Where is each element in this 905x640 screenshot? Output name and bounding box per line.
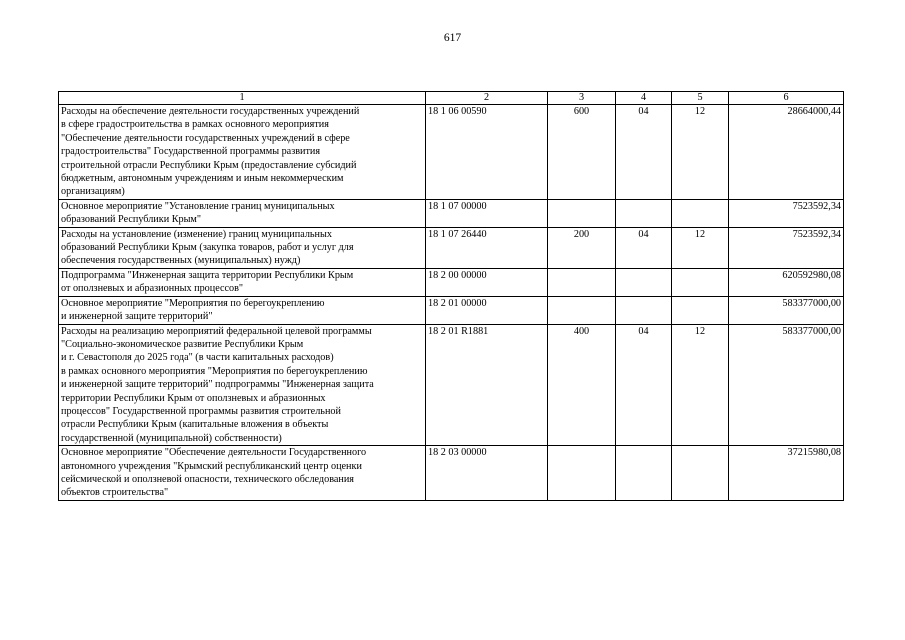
row-description: Основное мероприятие "Установление границ муниципальных образований Республики Крым" [59, 199, 426, 227]
row-section: 04 [616, 227, 672, 268]
row-description: Основное мероприятие "Обеспечение деятельности Государственного автономного учреждения "Крымский республиканский центр оценки сейсмической и оползневой опасности, технического обследования объектов строительства" [59, 446, 426, 501]
row-amount: 7523592,34 [729, 227, 844, 268]
row-subsection [672, 268, 729, 296]
row-section: 04 [616, 324, 672, 446]
row-expense-type [548, 446, 616, 501]
row-expense-type [548, 296, 616, 324]
row-section [616, 446, 672, 501]
row-subsection: 12 [672, 105, 729, 200]
row-amount: 583377000,00 [729, 296, 844, 324]
row-subsection [672, 296, 729, 324]
row-section [616, 268, 672, 296]
row-target-code: 18 2 01 R1881 [426, 324, 548, 446]
row-target-code: 18 1 07 26440 [426, 227, 548, 268]
table-row [59, 227, 844, 268]
row-expense-type: 600 [548, 105, 616, 200]
table-row [59, 296, 844, 324]
table-row [59, 324, 844, 446]
page-number: 617 [443, 32, 462, 44]
row-amount: 37215980,08 [729, 446, 844, 501]
row-target-code: 18 2 03 00000 [426, 446, 548, 501]
row-target-code: 18 2 00 00000 [426, 268, 548, 296]
table-row [59, 446, 844, 501]
table-row [59, 199, 844, 227]
column-header: 5 [672, 92, 729, 105]
row-subsection: 12 [672, 324, 729, 446]
column-header: 1 [59, 92, 426, 105]
row-subsection [672, 199, 729, 227]
row-target-code: 18 1 06 00590 [426, 105, 548, 200]
row-expense-type [548, 268, 616, 296]
row-subsection: 12 [672, 227, 729, 268]
row-expense-type [548, 199, 616, 227]
row-description: Расходы на обеспечение деятельности государственных учреждений в сфере градостроительства в рамках основного мероприятия "Обеспечение деятельности государственных учреждений в сфере градостроительства" Государственной программы развития строительной отрасли Республики Крым (предоставление субсидий бюджетным, автономным учреждениям и иным некоммерческим организациям) [59, 105, 426, 200]
row-subsection [672, 446, 729, 501]
row-amount: 7523592,34 [729, 199, 844, 227]
table-row [59, 268, 844, 296]
column-header: 2 [426, 92, 548, 105]
budget-table [58, 91, 844, 501]
table-row [59, 105, 844, 200]
row-section [616, 199, 672, 227]
row-description: Расходы на реализацию мероприятий федеральной целевой программы "Социально-экономическое развитие Республики Крым и г. Севастополя до 2025 года" (в части капитальных расходов) в рамках основного мероприятия "Мероприятия по берегоукреплению и инженерной защите территорий" подпрограммы "Инженерная защита территории Республики Крым от оползневых и абразионных процессов" Государственной программы развития строительной отрасли Республики Крым (капитальные вложения в объекты государственной (муниципальной) собственности) [59, 324, 426, 446]
row-expense-type: 400 [548, 324, 616, 446]
column-header: 6 [729, 92, 844, 105]
row-section: 04 [616, 105, 672, 200]
column-header: 4 [616, 92, 672, 105]
row-description: Подпрограмма "Инженерная защита территории Республики Крым от оползневых и абразионных процессов" [59, 268, 426, 296]
row-expense-type: 200 [548, 227, 616, 268]
row-description: Основное мероприятие "Мероприятия по берегоукреплению и инженерной защите территорий" [59, 296, 426, 324]
row-target-code: 18 1 07 00000 [426, 199, 548, 227]
column-header: 3 [548, 92, 616, 105]
row-amount: 583377000,00 [729, 324, 844, 446]
row-section [616, 296, 672, 324]
row-amount: 28664000,44 [729, 105, 844, 200]
row-description: Расходы на установление (изменение) границ муниципальных образований Республики Крым (закупка товаров, работ и услуг для обеспечения государственных (муниципальных) нужд) [59, 227, 426, 268]
table-header-row [59, 92, 844, 105]
row-target-code: 18 2 01 00000 [426, 296, 548, 324]
row-amount: 620592980,08 [729, 268, 844, 296]
